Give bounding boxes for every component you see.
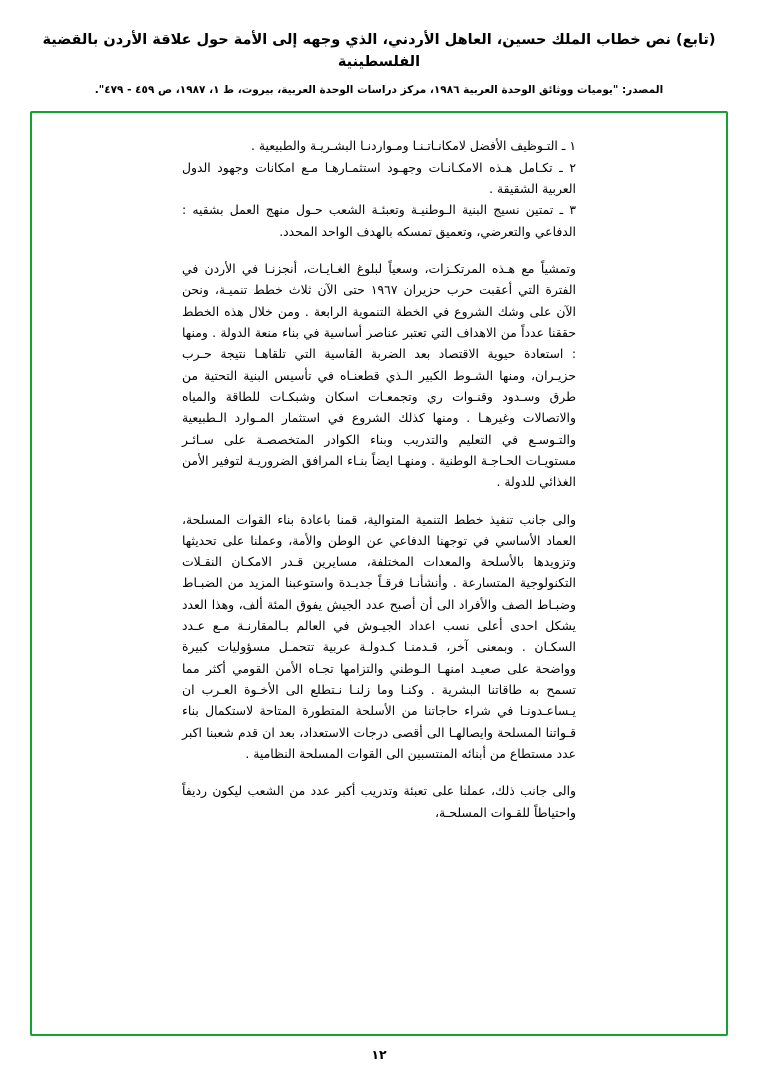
numbered-item-2: ٢ ـ تكـامل هـذه الامكـانـات وجهـود استثمـارهـا مـع امكانات وجهود الدول العربية الشقيقة . [182,159,576,196]
numbered-item-3: ٣ ـ تمتين نسيج البنية الـوطنيـة وتعبئـة الشعب حـول منهج العمل بشقيه : الدفاعي والتعرضي، وتعميق تمسكه بالهدف الواحد المحدد. [182,202,576,239]
paragraph-2: والى جانب تنفيذ خطط التنمية المتوالية، قمنا باعادة بناء القوات المسلحة، العماد الأساسي في توجهنا الدفاعي عن الوطن والأمة، وعملنا على تحديثها وتزويدها بالأسلحة والمعدات المختلفة، مسايرين قـدر الامكـان النقـلات التكنولوجية المتسارعة . وأنشأنـا فرقـاً جديـدة واستوعبنا المزيد من الضبـاط وضبـاط الصف والأفراد الى أن أصبح عدد الجيش يفوق المئة ألف، وهذا العدد يشكل احدى أعلى نسب اعداد الجيـوش في العالم بـالمقارنـة مـع عـدد السكـان . وبمعنى آخر، قـدمنـا كـدولـة عربية تتحمـل مسؤوليات كبيرة وواضحة على صعيـد امنهـا الـوطني والتزامها تجـاه الأمن القومي أكثر مما تسمح به طاقاتنا البشرية . وكنـا وما زلنـا نـتطلع الى الأخـوة العـرب ان يـساعـدونـا في شراء حاجاتنا من الأسلحة المتطورة المتاحة لاستكمال بناء قـواتنا المسلحة وايصالهـا الى أقصى درجات الاستعداد، بعد ان قدم شعبنا اكبر عدد مستطاع من أبنائه المنتسبين الى القوات المسلحة النظامية . [182,511,576,762]
paragraph-spacer [182,493,576,509]
numbered-item-1: ١ ـ التـوظيف الأفضل لامكانـاتـنـا ومـواردنـا البشـريـة والطبيعية . [251,138,576,154]
page-title: (تابع) نص خطاب الملك حسين، العاهل الأردني، الذي وجهه إلى الأمة حول علاقة الأردن بالقضية الفلسطينية [42,32,716,70]
document-source-line: المصدر: "يوميات ووثائق الوحدة العربية ١٩٨٦، مركز دراسات الوحدة العربية، بيروت، ط ١، ١٩٨٧، ص ٤٥٩ - ٤٧٩". [94,83,664,96]
content-frame [30,111,728,1036]
paragraph-spacer [182,764,576,780]
document-body [182,135,576,823]
paragraph-3: والى جانب ذلك، عملنا على تعبئة وتدريب أكبر عدد من الشعب ليكون رديفاً واحتياطاً للقـوات المسلحـة، [182,783,576,820]
paragraph-1: وتمشياً مع هـذه المرتكـزات، وسعياً لبلوغ الغـايـات، أنجزنـا في الأردن في الفترة التي أعقبت حرب حزيران ١٩٦٧ حتى الآن ثلاث خطط تنميـة، ونحن الآن على وشك الشروع في الخطة التنموية الرابعة . ومن خلال هذه الخطط حققنا عدداً من الاهداف التي تعتبر عناصر أساسية في بناء منعة الدولة . ومنها : استعادة حيوية الاقتصاد بعد الضربة القاسية التي تلقاهـا نتيجة حـرب حزيـران، ومنها الشـوط الكبير الـذي قطعنـاه في تأسيس البنية التحتية من طرق وسـدود وقنـوات ري وتجمعـات اسكان وشبكـات للطاقة والمياه والاتصالات وغيرهـا . ومنها كذلك الشروع في استثمار المـوارد الـطبيعية والتـوسـع في التعليم والتدريب وبناء الكوادر المتخصصـة على سـائـر مستويـات الحـاجـة الوطنية . ومنهـا ايضاً بنـاء المرافق الضروريـة لتوفير الأمن الغذائي للدولة . [182,260,576,490]
paragraph-spacer [182,242,576,258]
page-number: ١٢ [371,1047,387,1062]
